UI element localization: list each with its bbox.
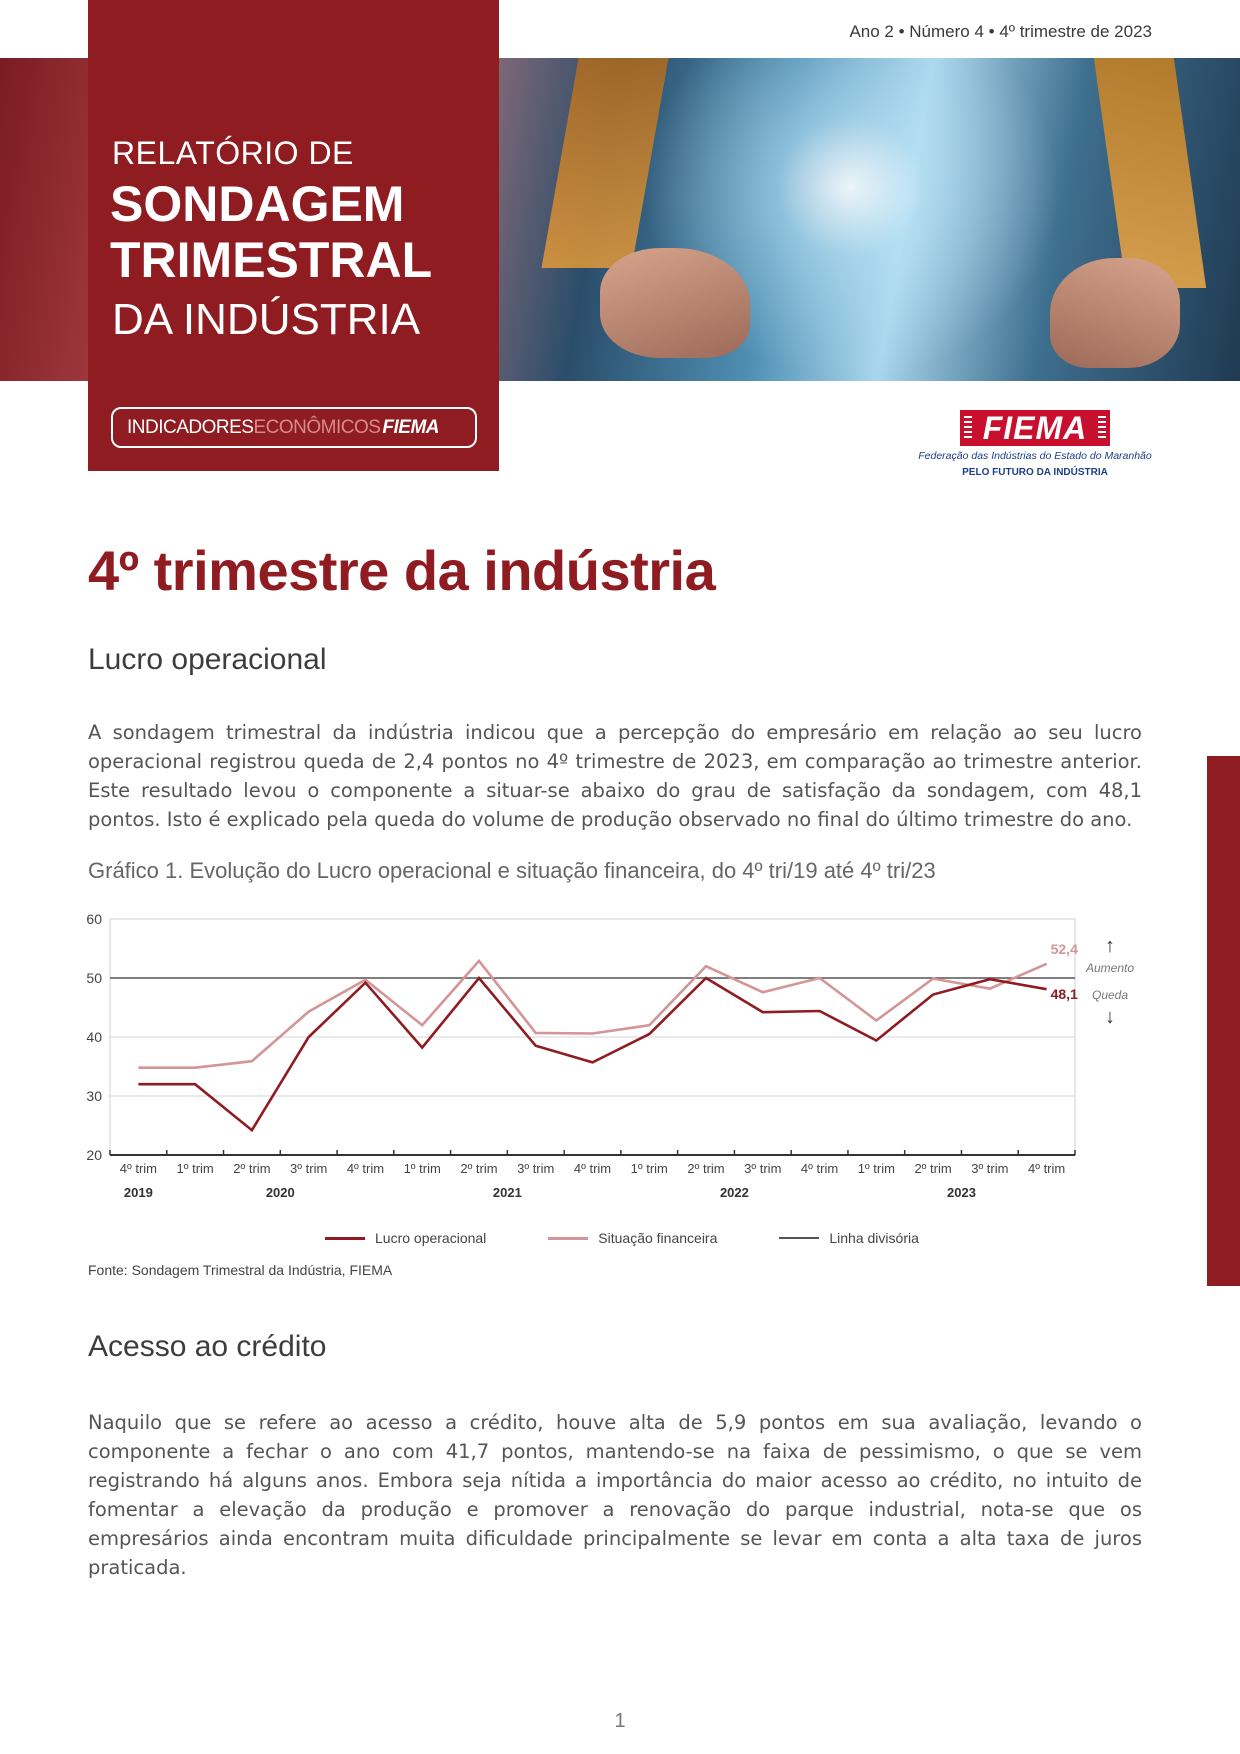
legend-item-linha bbox=[779, 1230, 919, 1246]
fiema-tagline: Federação das Indústrias do Estado do Maranhão bbox=[918, 450, 1152, 462]
section-text-lucro: A sondagem trimestral da indústria indicou que a percepção do empresário em relação ao seu lucro operacional registrou queda de 2,4 pontos no 4º trimestre de 2023, em comparação ao trimestre anterior. Este resultado levou o componente a situar-se abaixo do grau de satisfação da sondagem, com 48,1 pontos. Isto é explicado pela queda do volume de produção observado no final do último trimestre do ano. bbox=[88, 721, 1142, 831]
fiema-logo-mark: FIEMA bbox=[960, 410, 1110, 446]
annotation-down: Queda bbox=[1091, 988, 1129, 1002]
y-tick-label-20: 20 bbox=[86, 1147, 102, 1163]
x-tick-label-0: 4º trim bbox=[119, 1161, 158, 1176]
series-line-lucro-operacional bbox=[138, 978, 1046, 1130]
legend-item-lucro bbox=[325, 1230, 486, 1246]
x-tick-label-6: 2º trim bbox=[460, 1161, 498, 1176]
title-line-3: TRIMESTRAL bbox=[110, 232, 433, 288]
title-line-4: DA INDÚSTRIA bbox=[112, 295, 421, 344]
section-title-lucro: Lucro operacional bbox=[88, 643, 327, 676]
side-accent-bar bbox=[1207, 756, 1240, 1286]
legend-swatch-situacao bbox=[548, 1237, 588, 1240]
section-text-credito: Naquilo que se refere ao acesso a crédito, houve alta de 5,9 pontos em sua avaliação, levando o componente a fechar o ano com 41,7 pontos, mantendo-se na faixa de pessimismo, o que se vem registrando há alguns anos. Embora seja nítida a importância do maior acesso ao crédito, no intuito de fomentar a elevação da produção e promover a renovação do parque industrial, nota-se que os empresários ainda encontram muita dificuldade principalmente se levar em conta a alta taxa de juros praticada. bbox=[88, 1411, 1142, 1579]
x-tick-label-7: 3º trim bbox=[517, 1161, 555, 1176]
page-number: 1 bbox=[614, 1710, 626, 1732]
badge-part-1: INDICADORES bbox=[127, 416, 254, 438]
report-title-block bbox=[88, 0, 499, 471]
robot-arm-right bbox=[1094, 58, 1206, 288]
y-tick-label-40: 40 bbox=[86, 1029, 102, 1045]
fiema-slogan: PELO FUTURO DA INDÚSTRIA bbox=[962, 467, 1108, 478]
x-tick-label-12: 4º trim bbox=[800, 1161, 839, 1176]
legend-label-lucro: Lucro operacional bbox=[375, 1230, 487, 1246]
y-tick-label-60: 60 bbox=[86, 911, 102, 927]
x-tick-label-15: 3º trim bbox=[971, 1161, 1009, 1176]
annotation-up: Aumento bbox=[1085, 961, 1135, 975]
arrow-up-icon: ↑ bbox=[1105, 935, 1115, 957]
issue-line: Ano 2 • Número 4 • 4º trimestre de 2023 bbox=[849, 22, 1152, 41]
title-line-2: SONDAGEM bbox=[110, 176, 405, 232]
page-title: 4º trimestre da indústria bbox=[88, 539, 716, 602]
end-label-lucro: 48,1 bbox=[1050, 986, 1078, 1003]
x-tick-label-2: 2º trim bbox=[233, 1161, 271, 1176]
x-tick-label-11: 3º trim bbox=[744, 1161, 782, 1176]
x-tick-label-4: 4º trim bbox=[346, 1161, 385, 1176]
end-label-situacao: 52,4 bbox=[1050, 940, 1078, 957]
x-tick-label-13: 1º trim bbox=[857, 1161, 895, 1176]
year-label-2020: 2020 bbox=[265, 1185, 295, 1200]
year-label-2022: 2022 bbox=[719, 1185, 749, 1200]
fiema-logo bbox=[915, 410, 1155, 482]
year-label-2021: 2021 bbox=[492, 1185, 522, 1200]
legend-label-situacao: Situação financeira bbox=[598, 1230, 718, 1246]
badge-part-3: FIEMA bbox=[382, 416, 440, 438]
x-tick-label-16: 4º trim bbox=[1027, 1161, 1066, 1176]
legend-swatch-linha bbox=[779, 1237, 819, 1239]
section-title-credito: Acesso ao crédito bbox=[88, 1330, 327, 1363]
x-tick-label-14: 2º trim bbox=[914, 1161, 952, 1176]
chart-legend bbox=[325, 1230, 919, 1246]
y-tick-label-30: 30 bbox=[86, 1088, 102, 1104]
x-tick-label-9: 1º trim bbox=[630, 1161, 668, 1176]
title-line-1: RELATÓRIO DE bbox=[112, 135, 354, 171]
hand-right bbox=[1050, 258, 1180, 368]
x-tick-label-3: 3º trim bbox=[290, 1161, 328, 1176]
x-tick-label-5: 1º trim bbox=[403, 1161, 441, 1176]
x-tick-label-1: 1º trim bbox=[176, 1161, 214, 1176]
line-chart bbox=[70, 905, 1150, 1200]
y-tick-label-50: 50 bbox=[86, 970, 102, 986]
x-tick-label-8: 4º trim bbox=[573, 1161, 612, 1176]
chart-source: Fonte: Sondagem Trimestral da Indústria, FIEMA bbox=[88, 1262, 393, 1278]
indicators-badge bbox=[111, 407, 477, 448]
legend-label-linha: Linha divisória bbox=[829, 1230, 919, 1246]
legend-item-situacao bbox=[548, 1230, 717, 1246]
legend-swatch-lucro bbox=[325, 1237, 365, 1240]
year-label-2023: 2023 bbox=[947, 1185, 976, 1200]
year-label-2019: 2019 bbox=[123, 1185, 153, 1200]
chart-caption: Gráfico 1. Evolução do Lucro operacional e situação financeira, do 4º tri/19 até 4º tri/23 bbox=[88, 858, 936, 883]
hand-left bbox=[600, 248, 750, 358]
badge-part-2: ECONÔMICOS bbox=[253, 416, 381, 438]
x-tick-label-10: 2º trim bbox=[687, 1161, 725, 1176]
arrow-down-icon: ↓ bbox=[1105, 1006, 1115, 1028]
